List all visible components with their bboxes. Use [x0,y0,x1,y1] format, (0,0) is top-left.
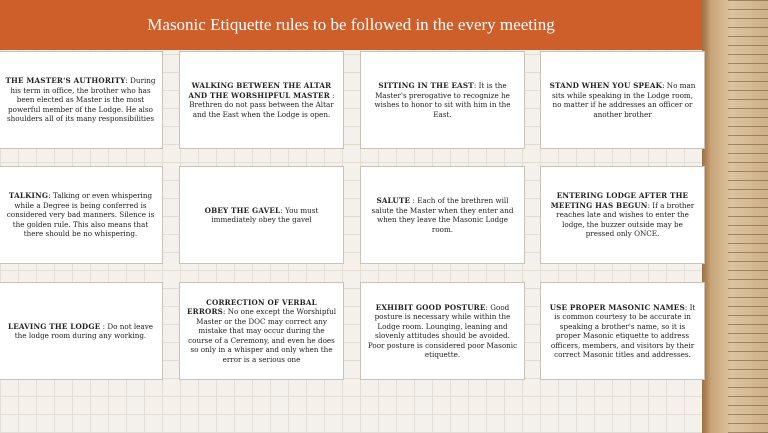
rule-card-stand-when-speak [540,51,705,149]
rule-body: Each of the brethren will salute the Master when they enter and when they leave the Masonic Lodge room. [371,196,514,234]
rule-separator: : [223,307,228,317]
rule-text [547,303,698,360]
rule-text [367,303,518,360]
page-title: Masonic Etiquette rules to be followed in the every meeting [147,15,555,34]
rule-separator: : [662,81,667,90]
rule-title: LEAVING THE LODGE [7,321,101,331]
rule-title: EXHIBIT GOOD POSTURE [375,302,486,312]
rule-title: WALKING BETWEEN THE ALTAR AND THE WORSHIPFUL MASTER [188,81,332,100]
rule-card-obey-gavel [179,166,344,264]
rule-card-salute [360,166,525,264]
rule-card-leaving-lodge [0,282,163,380]
rule-body: Brethren do not pass between the Altar and the East when the Lodge is open. [189,100,334,119]
rule-title: CORRECTION OF VERBAL ERRORS [186,297,317,317]
rule-body: Talking or even whispering while a Degree is being conferred is considered very bad manners. Silence is the golden rule. This also means that there should be no whispering. [6,191,155,239]
rule-separator: : [125,76,131,86]
rule-separator: : [684,302,690,312]
rule-card-correction-verbal-errors [179,282,344,380]
rule-separator: : [647,200,653,210]
rule-text [5,322,156,341]
rule-text [547,191,698,239]
header-banner [0,0,702,50]
rule-separator: : [48,191,53,201]
rule-card-sitting-in-east [360,51,525,149]
rule-text [547,81,698,119]
rule-card-walking-between-altar [179,51,344,149]
rule-card-good-posture [360,282,525,380]
rule-separator: : [329,90,335,100]
rule-separator: : [410,196,418,205]
rule-separator: : [280,205,285,215]
rule-title: USE PROPER MASONIC NAMES [549,302,685,312]
rule-title: THE MASTER'S AUTHORITY [5,76,126,86]
rule-text [5,191,156,239]
rule-title: TALKING [8,191,49,201]
rule-body: It is the Master's prerogative to recognize he wishes to honor to sit with him in the East. [374,81,511,119]
rule-separator: : [100,321,108,331]
rule-text [5,76,156,124]
rule-body: During his term in office, the brother who has been elected as Master is the most powerful member of the Lodge. He also shoulders all of its many responsibilities [6,76,156,124]
rule-text [367,196,518,234]
rule-text [186,206,337,225]
rule-body: You must immediately obey the gavel [211,205,319,224]
rule-card-talking [0,166,163,264]
rule-title: SITTING IN THE EAST [378,81,474,90]
rule-text [186,298,337,365]
rule-separator: : [473,81,479,90]
rule-body: If a brother reaches late and wishes to enter the lodge, the buzzer outside may be pressed only ONCE. [556,200,695,239]
rule-text [186,81,337,119]
rule-title: SALUTE [376,196,411,205]
rule-body: It is common courtesy to be accurate in speaking a brother's name, so it is proper Masonic etiquette to address officers, members, and visitors by their correct Masonic titles and addresses. [550,302,696,359]
rule-body: Good posture is necessary while within the Lodge room. Lounging, leaning and slovenly attitudes should be avoided. Poor posture is considered poor Masonic etiquette. [367,302,518,359]
ruler-ticks [728,0,768,433]
rule-title: OBEY THE GAVEL [204,205,281,215]
rule-separator: : [485,302,491,312]
rule-body: No one except the Worshipful Master or the DOC may correct any mistake that may occur during the course of a Ceremony, and even he does so only in a whisper and only when the error is a serious one [188,307,337,364]
rule-body: Do not leave the lodge room during any working. [14,321,154,340]
rule-title: ENTERING LODGE AFTER THE MEETING HAS BEGUN [550,191,689,210]
rule-body: No man sits while speaking in the Lodge room, no matter if he addresses an officer or another brother [551,81,696,119]
rule-text [367,81,518,119]
rule-card-entering-lodge [540,166,705,264]
rule-card-masters-authority [0,51,163,149]
rule-card-proper-masonic-names [540,282,705,380]
rule-title: STAND WHEN YOU SPEAK [549,81,663,90]
